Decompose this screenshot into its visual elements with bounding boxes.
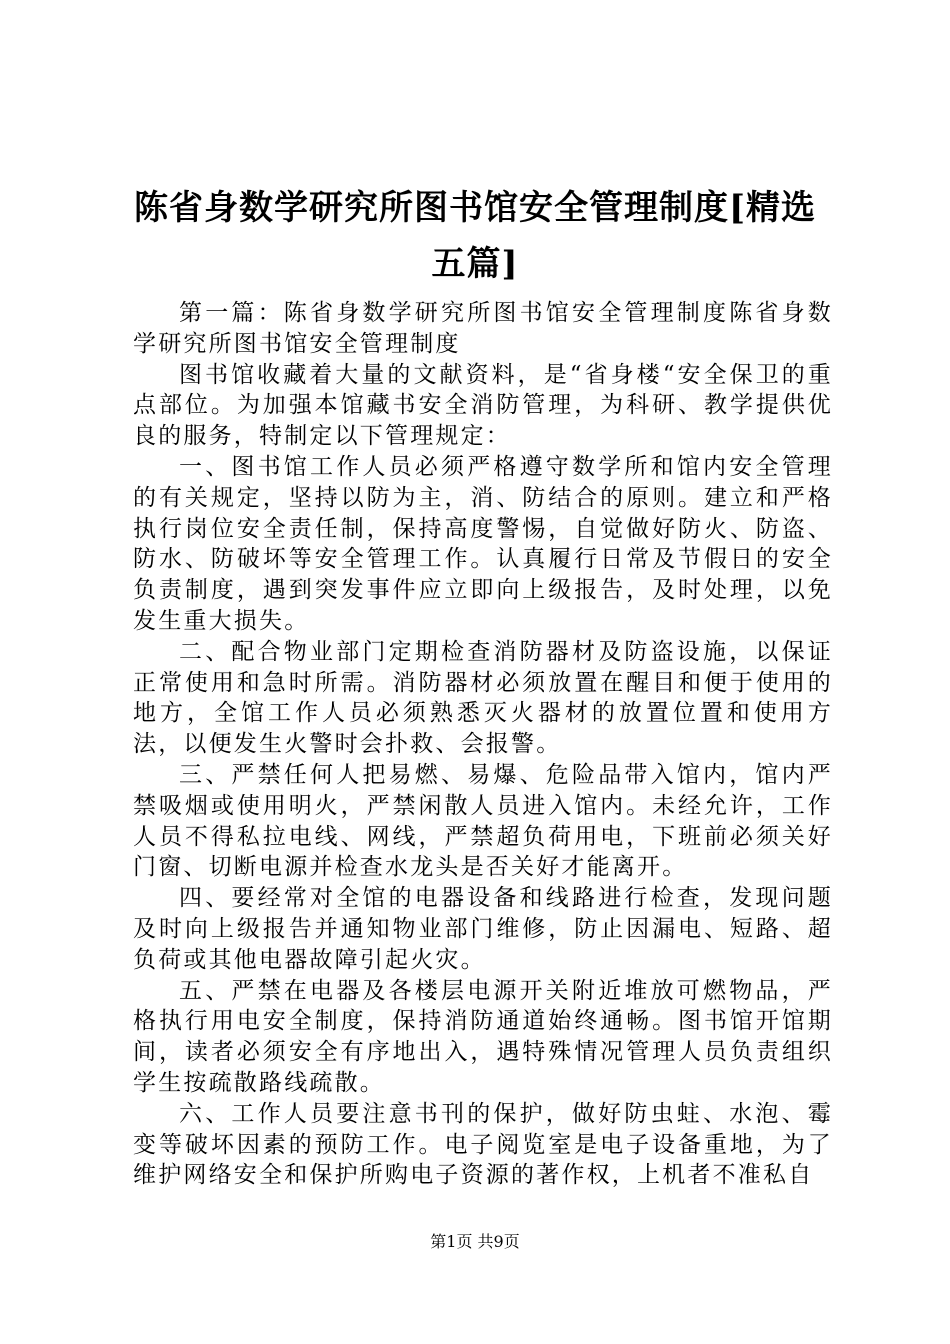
paragraph-rule-3: 三、严禁任何人把易燃、易爆、危险品带入馆内，馆内严禁吸烟或使用明火，严禁闲散人员进入馆内。未经允许，工作人员不得私拉电线、网线，严禁超负荷用电，下班前必须关好门窗、切断电源并检查水龙头是否关好才能离开。 [133,761,833,881]
paragraph-rule-6: 六、工作人员要注意书刊的保护，做好防虫蛀、水泡、霉变等破坏因素的预防工作。电子阅览室是电子设备重地，为了维护网络安全和保护所购电子资源的著作权，上机者不准私自 [133,1100,833,1189]
paragraph-rule-4: 四、要经常对全馆的电器设备和线路进行检查，发现问题及时向上级报告并通知物业部门维修，防止因漏电、短路、超负荷或其他电器故障引起火灾。 [133,885,833,973]
paragraph-rule-5: 五、严禁在电器及各楼层电源开关附近堆放可燃物品，严格执行用电安全制度，保持消防通道始终通畅。图书馆开馆期间，读者必须安全有序地出入，遇特殊情况管理人员负责组织学生按疏散路线疏散。 [133,977,833,1096]
document-body [133,298,833,1191]
paragraph-intro-heading: 第一篇：陈省身数学研究所图书馆安全管理制度陈省身数学研究所图书馆安全管理制度 [133,300,833,357]
page-number-footer: 第1页 共9页 [430,1232,520,1251]
paragraph-preamble: 图书馆收藏着大量的文献资料，是“省身楼“安全保卫的重点部位。为加强本馆藏书安全消防管理，为科研、教学提供优良的服务，特制定以下管理规定： [133,361,833,450]
paragraph-rule-2: 二、配合物业部门定期检查消防器材及防盗设施，以保证正常使用和急时所需。消防器材必须放置在醒目和便于使用的地方，全馆工作人员必须熟悉灭火器材的放置位置和使用方法，以便发生火警时会扑救、会报警。 [133,638,833,758]
paragraph-rule-1: 一、图书馆工作人员必须严格遵守数学所和馆内安全管理的有关规定，坚持以防为主，消、防结合的原则。建立和严格执行岗位安全责任制，保持高度警惕，自觉做好防火、防盗、防水、防破坏等安全管理工作。认真履行日常及节假日的安全负责制度，遇到突发事件应立即向上级报告，及时处理，以免发生重大损失。 [133,453,833,634]
document-title: 陈省身数学研究所图书馆安全管理制度[精选五篇] [133,188,817,284]
